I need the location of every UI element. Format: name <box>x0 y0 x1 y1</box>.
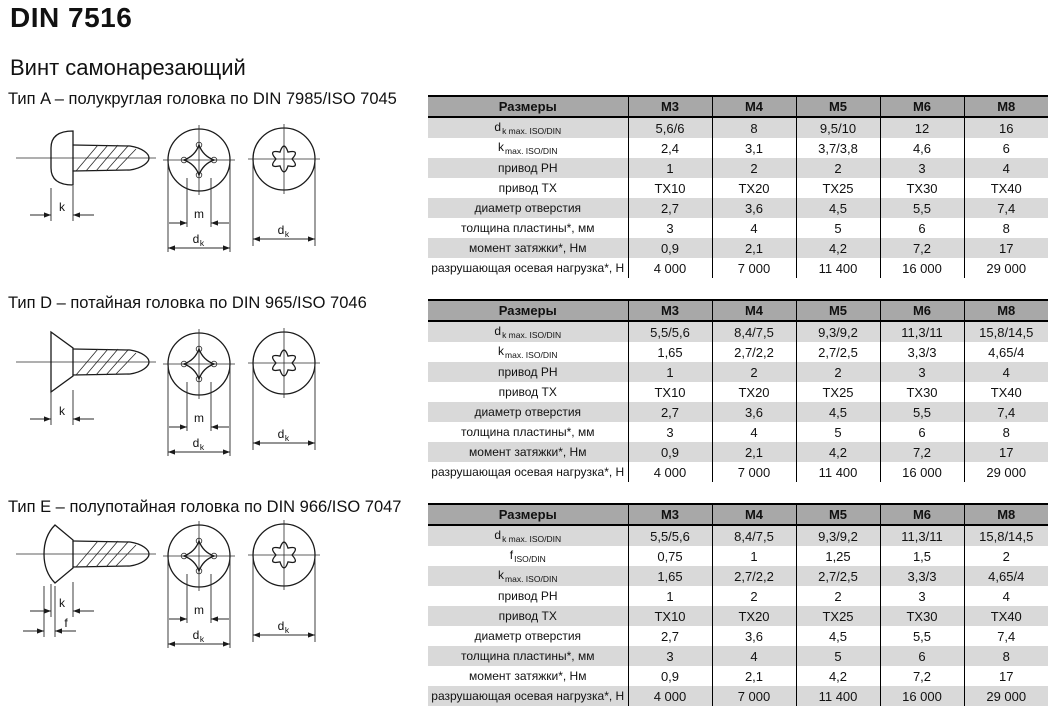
value-cell: 16 000 <box>880 462 964 482</box>
value-cell: 29 000 <box>964 462 1048 482</box>
value-cell: 5,5/5,6 <box>628 525 712 546</box>
row-label: привод TX <box>498 181 557 195</box>
type-e-spec-table-host <box>428 503 1053 706</box>
value-cell: 3,6 <box>712 402 796 422</box>
sizes-column-header: Размеры <box>428 504 628 525</box>
dimension-label: k <box>59 200 65 214</box>
value-cell: 17 <box>964 442 1048 462</box>
row-label: $d_{k max. ISO/DIN}$ <box>428 525 628 546</box>
column-header: M4 <box>712 300 796 321</box>
row-label: привод PH <box>497 589 558 603</box>
value-cell: 29 000 <box>964 258 1048 278</box>
value-cell: 12 <box>880 117 964 138</box>
value-cell: 7 000 <box>712 462 796 482</box>
section-title-type-d: Тип D – потайная головка по DIN 965/ISO 7046 <box>8 294 367 312</box>
table-row <box>428 342 1048 362</box>
table-row <box>428 321 1048 342</box>
value-cell: TX20 <box>712 178 796 198</box>
value-cell: 1,65 <box>628 342 712 362</box>
row-label: диаметр отверстия <box>428 198 628 218</box>
value-cell: TX25 <box>796 178 880 198</box>
phillips-recess-front-view <box>160 328 238 468</box>
value-cell: 15,8/14,5 <box>964 321 1048 342</box>
type-a-spec-table-host <box>428 95 1053 278</box>
dimension-label: k <box>59 404 65 418</box>
value-cell: 2,1 <box>712 238 796 258</box>
value-cell: 0,9 <box>628 666 712 686</box>
row-label: $f_{ISO/DIN}$ <box>509 547 546 564</box>
value-cell: 7,2 <box>880 238 964 258</box>
dimension-label: d <box>192 436 200 450</box>
value-cell: 3 <box>628 646 712 666</box>
value-cell: 0,75 <box>628 546 712 566</box>
value-cell: 7,4 <box>964 402 1048 422</box>
value-cell: 29 000 <box>964 686 1048 706</box>
value-cell: 6 <box>880 646 964 666</box>
column-header: M6 <box>880 300 964 321</box>
column-header: M8 <box>964 96 1048 117</box>
table-row <box>428 525 1048 546</box>
section-title-type-a: Тип A – полукруглая головка по DIN 7985/ISO 7045 <box>8 90 397 108</box>
value-cell: TX20 <box>712 606 796 626</box>
column-header: M3 <box>628 300 712 321</box>
type-a-drawings <box>0 120 428 280</box>
row-label: $d_{k max. ISO/DIN}$ <box>428 321 628 342</box>
value-cell: 4,65/4 <box>964 566 1048 586</box>
value-cell: TX10 <box>628 606 712 626</box>
value-cell: 0,9 <box>628 442 712 462</box>
table-row <box>428 158 1048 178</box>
value-cell: 5,5 <box>880 402 964 422</box>
value-cell: TX40 <box>964 606 1048 626</box>
phillips-recess-front-view <box>160 520 238 660</box>
value-cell: 8 <box>712 117 796 138</box>
value-cell: 5,5/5,6 <box>628 321 712 342</box>
value-cell: 3 <box>880 362 964 382</box>
table-row <box>428 462 1048 482</box>
dimension-label: m <box>194 411 204 425</box>
value-cell: 1 <box>712 546 796 566</box>
page-subtitle: Винт самонарезающий <box>10 55 246 80</box>
sizes-column-header: Размеры <box>428 96 628 117</box>
spec-table <box>428 95 1048 278</box>
table-row <box>428 402 1048 422</box>
value-cell: 1,65 <box>628 566 712 586</box>
table-row <box>428 686 1048 706</box>
value-cell: 2 <box>796 362 880 382</box>
value-cell: 1,25 <box>796 546 880 566</box>
value-cell: 8,4/7,5 <box>712 525 796 546</box>
dimension-label: d <box>277 223 285 237</box>
phillips-recess-front-view <box>160 124 238 264</box>
value-cell: TX10 <box>628 382 712 402</box>
table-row <box>428 382 1048 402</box>
value-cell: 4 000 <box>628 686 712 706</box>
torx-recess-front-view <box>238 122 330 257</box>
value-cell: 5 <box>796 646 880 666</box>
table-row <box>428 218 1048 238</box>
value-cell: 1 <box>628 158 712 178</box>
spec-table <box>428 503 1048 706</box>
table-row <box>428 646 1048 666</box>
row-label: $k_{max. ISO/DIN}$ <box>428 566 628 586</box>
value-cell: 0,9 <box>628 238 712 258</box>
value-cell: 7,4 <box>964 198 1048 218</box>
value-cell: 8 <box>964 646 1048 666</box>
value-cell: 2,7/2,5 <box>796 566 880 586</box>
table-row <box>428 566 1048 586</box>
value-cell: 4 <box>712 646 796 666</box>
dimension-label: d <box>277 619 285 633</box>
dimension-label: k <box>199 238 205 248</box>
row-label: разрушающая осевая нагрузка*, Н <box>431 465 625 479</box>
screw-side-view-drawing <box>10 516 160 661</box>
dimension-label: k <box>284 433 290 443</box>
row-label: толщина пластины*, мм <box>461 425 595 439</box>
row-label: $k_{max. ISO/DIN}$ <box>498 343 558 360</box>
row-label: $d_{k max. ISO/DIN}$ <box>428 117 628 138</box>
value-cell: 2 <box>796 158 880 178</box>
spec-table <box>428 299 1048 482</box>
table-row <box>428 586 1048 606</box>
value-cell: 2,7/2,2 <box>712 342 796 362</box>
row-label: момент затяжки*, Нм <box>469 669 587 683</box>
value-cell: 3 <box>628 422 712 442</box>
table-row <box>428 546 1048 566</box>
row-label: диаметр отверстия <box>474 629 582 643</box>
value-cell: 3 <box>628 218 712 238</box>
value-cell: 4,5 <box>796 198 880 218</box>
value-cell: 4,5 <box>796 402 880 422</box>
value-cell: 2 <box>712 362 796 382</box>
value-cell: 17 <box>964 238 1048 258</box>
value-cell: 5,5 <box>880 626 964 646</box>
value-cell: 2 <box>712 586 796 606</box>
value-cell: TX30 <box>880 178 964 198</box>
screw-side-view-drawing <box>10 324 160 449</box>
value-cell: 2,7 <box>628 402 712 422</box>
value-cell: 3 <box>880 158 964 178</box>
value-cell: 5,6/6 <box>628 117 712 138</box>
dimension-label: m <box>194 207 204 221</box>
table-row <box>428 198 1048 218</box>
type-d-drawings <box>0 324 428 484</box>
value-cell: 9,5/10 <box>796 117 880 138</box>
value-cell: 7,2 <box>880 442 964 462</box>
value-cell: 5 <box>796 422 880 442</box>
dimension-label: k <box>284 625 290 635</box>
type-e-drawings <box>0 516 428 676</box>
dimension-label: k <box>59 596 65 610</box>
column-header: M5 <box>796 504 880 525</box>
dimension-label: k <box>284 229 290 239</box>
table-row <box>428 666 1048 686</box>
row-label: момент затяжки*, Нм <box>428 442 628 462</box>
value-cell: 8 <box>964 218 1048 238</box>
value-cell: 16 000 <box>880 686 964 706</box>
value-cell: 3,1 <box>712 138 796 158</box>
value-cell: 4 000 <box>628 462 712 482</box>
table-row <box>428 238 1048 258</box>
value-cell: 1 <box>628 362 712 382</box>
value-cell: 3,6 <box>712 198 796 218</box>
column-header: M3 <box>628 96 712 117</box>
row-label: диаметр отверстия <box>428 402 628 422</box>
table-row <box>428 138 1048 158</box>
value-cell: 16 000 <box>880 258 964 278</box>
dimension-label: d <box>192 628 200 642</box>
value-cell: 4 <box>712 218 796 238</box>
table-row <box>428 362 1048 382</box>
value-cell: 4,5 <box>796 626 880 646</box>
dimension-label: k <box>199 634 205 644</box>
value-cell: 9,3/9,2 <box>796 525 880 546</box>
value-cell: 2,4 <box>628 138 712 158</box>
row-label: привод PH <box>428 362 628 382</box>
torx-recess-front-view <box>238 326 330 461</box>
value-cell: 1 <box>628 586 712 606</box>
column-header: M4 <box>712 96 796 117</box>
value-cell: 6 <box>880 422 964 442</box>
value-cell: 2,1 <box>712 666 796 686</box>
type-d-spec-table-host <box>428 299 1053 482</box>
column-header: M5 <box>796 96 880 117</box>
section-title-type-e: Тип E – полупотайная головка по DIN 966/ISO 7047 <box>8 498 402 516</box>
value-cell: 15,8/14,5 <box>964 525 1048 546</box>
value-cell: 11 400 <box>796 462 880 482</box>
value-cell: TX40 <box>964 178 1048 198</box>
value-cell: 4 <box>964 158 1048 178</box>
row-label: привод TX <box>498 385 557 399</box>
dimension-label: d <box>192 232 200 246</box>
value-cell: 8,4/7,5 <box>712 321 796 342</box>
value-cell: 16 <box>964 117 1048 138</box>
value-cell: 3,3/3 <box>880 566 964 586</box>
table-row <box>428 422 1048 442</box>
row-label: $k_{max. ISO/DIN}$ <box>498 139 558 156</box>
value-cell: 4,6 <box>880 138 964 158</box>
value-cell: 9,3/9,2 <box>796 321 880 342</box>
value-cell: 2 <box>796 586 880 606</box>
table-row <box>428 606 1048 626</box>
value-cell: 2,7 <box>628 626 712 646</box>
value-cell: TX30 <box>880 382 964 402</box>
column-header: M6 <box>880 96 964 117</box>
value-cell: TX25 <box>796 606 880 626</box>
torx-recess-front-view <box>238 518 330 653</box>
value-cell: 1,5 <box>880 546 964 566</box>
value-cell: 7 000 <box>712 258 796 278</box>
value-cell: 6 <box>964 138 1048 158</box>
value-cell: 3,6 <box>712 626 796 646</box>
value-cell: 11 400 <box>796 686 880 706</box>
dimension-label: m <box>194 603 204 617</box>
value-cell: TX25 <box>796 382 880 402</box>
row-label: разрушающая осевая нагрузка*, Н <box>431 261 625 275</box>
value-cell: 2,7/2,5 <box>796 342 880 362</box>
value-cell: 4,65/4 <box>964 342 1048 362</box>
value-cell: TX40 <box>964 382 1048 402</box>
row-label: привод TX <box>428 606 628 626</box>
column-header: M8 <box>964 504 1048 525</box>
value-cell: 5 <box>796 218 880 238</box>
value-cell: 3,7/3,8 <box>796 138 880 158</box>
column-header: M4 <box>712 504 796 525</box>
screw-side-view-drawing <box>10 120 160 245</box>
value-cell: 2 <box>964 546 1048 566</box>
column-header: M3 <box>628 504 712 525</box>
table-row <box>428 626 1048 646</box>
page-title: DIN 7516 <box>10 2 133 33</box>
value-cell: TX10 <box>628 178 712 198</box>
value-cell: 4 <box>964 362 1048 382</box>
row-label: разрушающая осевая нагрузка*, Н <box>428 686 628 706</box>
value-cell: 2 <box>712 158 796 178</box>
value-cell: 4 <box>712 422 796 442</box>
value-cell: 6 <box>880 218 964 238</box>
value-cell: 2,7 <box>628 198 712 218</box>
value-cell: 4,2 <box>796 442 880 462</box>
sizes-column-header: Размеры <box>428 300 628 321</box>
value-cell: 4,2 <box>796 238 880 258</box>
row-label: привод PH <box>428 158 628 178</box>
value-cell: 3 <box>880 586 964 606</box>
dimension-label: f <box>64 616 68 630</box>
row-label: толщина пластины*, мм <box>461 221 595 235</box>
value-cell: 4 <box>964 586 1048 606</box>
value-cell: TX20 <box>712 382 796 402</box>
column-header: M6 <box>880 504 964 525</box>
value-cell: 3,3/3 <box>880 342 964 362</box>
value-cell: 8 <box>964 422 1048 442</box>
table-row <box>428 258 1048 278</box>
value-cell: 4,2 <box>796 666 880 686</box>
value-cell: 11,3/11 <box>880 321 964 342</box>
row-label: момент затяжки*, Нм <box>428 238 628 258</box>
value-cell: 17 <box>964 666 1048 686</box>
value-cell: 4 000 <box>628 258 712 278</box>
value-cell: 11 400 <box>796 258 880 278</box>
table-row <box>428 117 1048 138</box>
value-cell: 5,5 <box>880 198 964 218</box>
row-label: толщина пластины*, мм <box>428 646 628 666</box>
value-cell: 11,3/11 <box>880 525 964 546</box>
table-row <box>428 178 1048 198</box>
value-cell: 7,4 <box>964 626 1048 646</box>
dimension-label: k <box>199 442 205 452</box>
dimension-label: d <box>277 427 285 441</box>
value-cell: 7 000 <box>712 686 796 706</box>
table-row <box>428 442 1048 462</box>
value-cell: TX30 <box>880 606 964 626</box>
value-cell: 2,1 <box>712 442 796 462</box>
column-header: M8 <box>964 300 1048 321</box>
value-cell: 7,2 <box>880 666 964 686</box>
value-cell: 2,7/2,2 <box>712 566 796 586</box>
column-header: M5 <box>796 300 880 321</box>
